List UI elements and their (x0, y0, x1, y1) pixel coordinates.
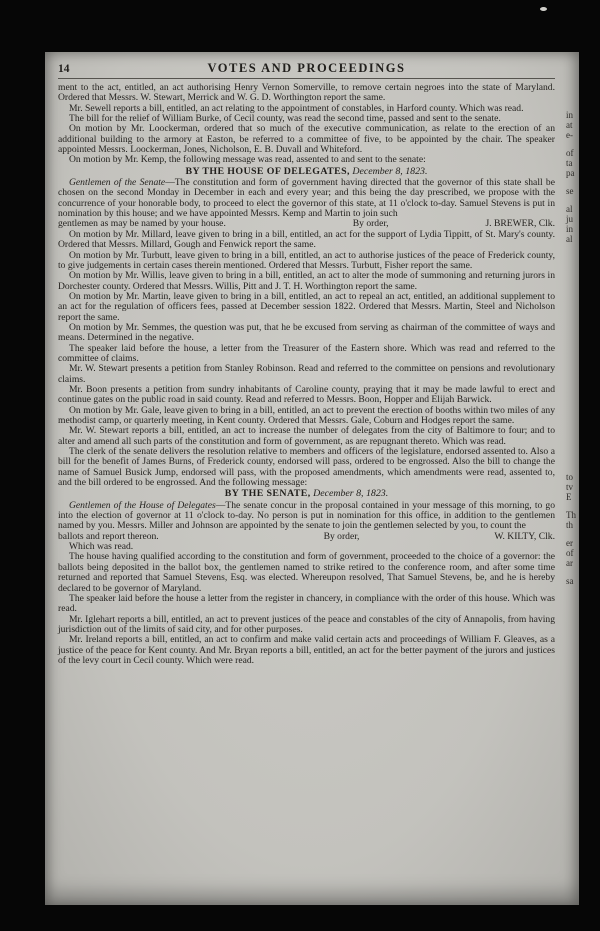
paragraph-text: Mr. W. Stewart reports a bill, entitled, an act to increase the number of delegates from the city of Baltimore to four; and to alter and amend all such parts of the constitution and form of government, as are repugnant thereto. Which was read. (58, 425, 555, 447)
edge-fragment: th (566, 520, 574, 530)
edge-fragment: er (566, 538, 573, 548)
paragraph (58, 251, 555, 272)
page-header (58, 61, 555, 76)
paragraph (58, 635, 555, 666)
signature-text: gentlemen as may be named by your house. (58, 218, 226, 230)
paragraph-text: The clerk of the senate delivers the resolution relative to members and officers of the legislature, endorsed assented to. Also a bill for the benefit of James Burns, of Frederick county, endorsed will pass, ordered to be engrossed. Also the bill to change the name of Samuel Busick Jump, endorsed will pass, with the proposed amendments, which amendments were read, assented to, and the bill ordered to be engrossed. And the following message: (58, 446, 555, 489)
edge-fragment: ar (566, 558, 573, 568)
paragraph (58, 83, 555, 104)
edge-fragment: ju (566, 214, 574, 224)
paragraph (58, 124, 555, 155)
edge-fragment: al (566, 204, 573, 214)
paragraph-text: Which was read. (69, 541, 134, 553)
by-order-label: By order, (323, 530, 360, 542)
paragraph-text: On motion by Mr. Loockerman, ordered that so much of the executive communication, as relate to the erection of an additional building to the armory at Easton, be referred to a committee of five, to be appointed by the chair. The speaker appointed Messrs. Loockerman, Jones, Nicholson, E. B. Duvall and Whiteford. (58, 123, 555, 156)
paragraph-text: —The senate concur in the proposal contained in your message of this morning, to go into the election of governor at 11 o'clock to-day. No person is put in nomination for this office, in addition to the gentlemen named by you. Messrs. Miller and Johnson are appointed by the senate to join the gentlemen selected by you, to count the (58, 499, 555, 532)
edge-fragment: se (566, 186, 574, 196)
paragraph (58, 501, 555, 532)
edge-fragment: pa (566, 168, 575, 178)
edge-fragment: in (566, 110, 574, 120)
paragraph-text: Mr. W. Stewart presents a petition from Stanley Robinson. Read and referred to the committee on pensions and revolutionary claims. (58, 363, 555, 385)
paragraph-text: On motion by Mr. Willis, leave given to bring in a bill, entitled, an act to alter the mode of summoning and returning jurors in Dorchester county. Ordered that Messrs. Willis, Pitt and J. T. H. Worthington report the same. (58, 270, 555, 292)
paragraph-text: The bill for the relief of William Burke, of Cecil county, was read the second time, passed and sent to the senate. (69, 113, 501, 125)
clerk-name: W. KILTY, Clk. (494, 530, 555, 542)
paragraph (58, 406, 555, 427)
edge-fragment: of (566, 548, 574, 558)
clerk-name: J. BREWER, Clk. (485, 218, 555, 230)
section-heading-caps: BY THE SENATE, (224, 488, 311, 500)
paragraph-text: Mr. Ireland reports a bill, entitled, an act to confirm and make valid certain acts and proceedings of William F. Gleaves, as a justice of the peace for Kent county. And Mr. Bryan reports a bill, entitled, an act for the better payment of the jurors and justices of the levy court in Cecil county. Which were read. (58, 634, 555, 666)
paragraph-text: Mr. Iglehart reports a bill, entitled, an act to prevent justices of the peace and constables of the city of Annapolis, from having jurisdiction out of the limits of said city, and for other purposes. (58, 613, 555, 635)
edge-fragments-column (563, 52, 579, 905)
paragraph (58, 155, 555, 165)
edge-fragment: in (566, 224, 574, 234)
paragraph (58, 385, 555, 406)
edge-fragment: E (566, 492, 572, 502)
paragraph-text: On motion by Mr. Millard, leave given to bring in a bill, entitled, an act for the support of Lydia Tippitt, of St. Mary's county. Ordered that Messrs. Millard, Gough and Fenwick report the same. (58, 228, 555, 251)
paragraph-text: The speaker laid before the house, a letter from the Treasurer of the Eastern shore. Which was read and referred to the committee of claims. (58, 342, 555, 364)
page-title: VOTES AND PROCEEDINGS (207, 61, 406, 75)
page-body (58, 83, 555, 666)
edge-fragment: of (566, 148, 574, 158)
edge-fragment: Th (566, 510, 576, 520)
paragraph (58, 344, 555, 365)
scan-speck (540, 7, 547, 11)
edge-fragment: tv (566, 482, 574, 492)
paragraph (58, 447, 555, 488)
paragraph (58, 292, 555, 323)
paragraph-text: —The constitution and form of government having directed that the governor of this state shall be chosen on the second Monday in December in each and every year; and this being the day prescribed, we propose with the concurrence of your honorable body, to proceed to elect the governor of this state, at 11 o'clock to-day. Samuel Stevens is put in nomination by this house; and we have appointed Messrs. Kemp and Martin to join such (58, 177, 555, 220)
paragraph (58, 230, 555, 251)
signature-text: ballots and report thereon. (58, 530, 159, 542)
edge-fragment: e- (566, 130, 573, 140)
paragraph-text: On motion by Mr. Semmes, the question was put, that he be excused from serving as chairman of the committee of ways and means. Determined in the negative. (58, 321, 555, 344)
by-order-label: By order, (352, 218, 389, 230)
section-heading-caps: BY THE HOUSE OF DELEGATES, (185, 165, 350, 177)
section-heading (58, 489, 555, 499)
salutation: Gentlemen of the Senate (69, 177, 166, 189)
paragraph-text: On motion by Mr. Kemp, the following message was read, assented to and sent to the senate: (69, 154, 426, 166)
paragraph-text: On motion by Mr. Gale, leave given to bring in a bill, entitled, an act to prevent the erection of booths within two miles of any methodist camp, or quarterly meeting, in Kent county. Ordered that Messrs. Gale, Coburn and Hodges report the same. (58, 404, 555, 426)
paragraph-text: On motion by Mr. Martin, leave given to bring in a bill, entitled, an act to repeal an act, entitled, an additional supplement to an act for the regulation of officers fees, passed at December session 1822. Ordered that Messrs. Martin, Steel and Nicholson report the same. (58, 290, 555, 323)
paragraph (58, 364, 555, 385)
section-heading (58, 167, 555, 177)
header-rule (58, 78, 555, 79)
section-heading-date: December 8, 1823. (310, 488, 389, 500)
paragraph (58, 323, 555, 344)
paragraph (58, 615, 555, 636)
document-page (45, 52, 579, 905)
section-heading-date: December 8, 1823. (349, 165, 428, 177)
salutation: Gentlemen of the House of Delegates (69, 499, 216, 511)
paragraph (58, 271, 555, 292)
edge-fragment: sa (566, 576, 574, 586)
edge-fragment: to (566, 472, 574, 482)
paragraph-text: Mr. Sewell reports a bill, entitled, an act relating to the appointment of constables, in Harford county. Which was read. (69, 102, 524, 114)
edge-fragment: ta (566, 158, 573, 168)
paragraph (58, 552, 555, 593)
edge-fragment: at (566, 120, 573, 130)
page-number: 14 (58, 63, 70, 75)
paragraph-text: The house having qualified according to the constitution and form of government, proceeded to the choice of a governor: the ballots being deposited in the ballot box, the gentlemen named to strike retired to the conference room, and after some time returned and reported that Samuel Stevens, Esq. was elected. Whereupon resolved, That Samuel Stevens, be, and he is hereby declared to be governor of Maryland. (58, 551, 555, 594)
edge-fragment: al (566, 234, 573, 244)
paragraph (58, 426, 555, 447)
paragraph-text: ment to the act, entitled, an act authorising Henry Vernon Somerville, to remove certain negroes into the state of Maryland. Ordered that Messrs. W. Stewart, Merrick and W. G. D. Worthington report the same. (58, 82, 555, 104)
paragraph-text: Mr. Boon presents a petition from sundry inhabitants of Caroline county, praying that it may be made lawful to erect and continue gates on the public road in said county. Read and referred to Messrs. Boon, Hopper and Elijah Barwick. (58, 383, 555, 406)
paragraph (58, 594, 555, 615)
paragraph (58, 178, 555, 219)
paragraph-text: The speaker laid before the house a letter from the register in chancery, in compliance with the order of this house. Which was read. (58, 592, 555, 615)
paragraph-text: On motion by Mr. Turbutt, leave given to bring in a bill, entitled, an act to authorise justices of the peace of Frederick county, to give judgements in certain cases therein mentioned. Ordered that Messrs. Turbutt, Fisher report the same. (58, 249, 555, 271)
